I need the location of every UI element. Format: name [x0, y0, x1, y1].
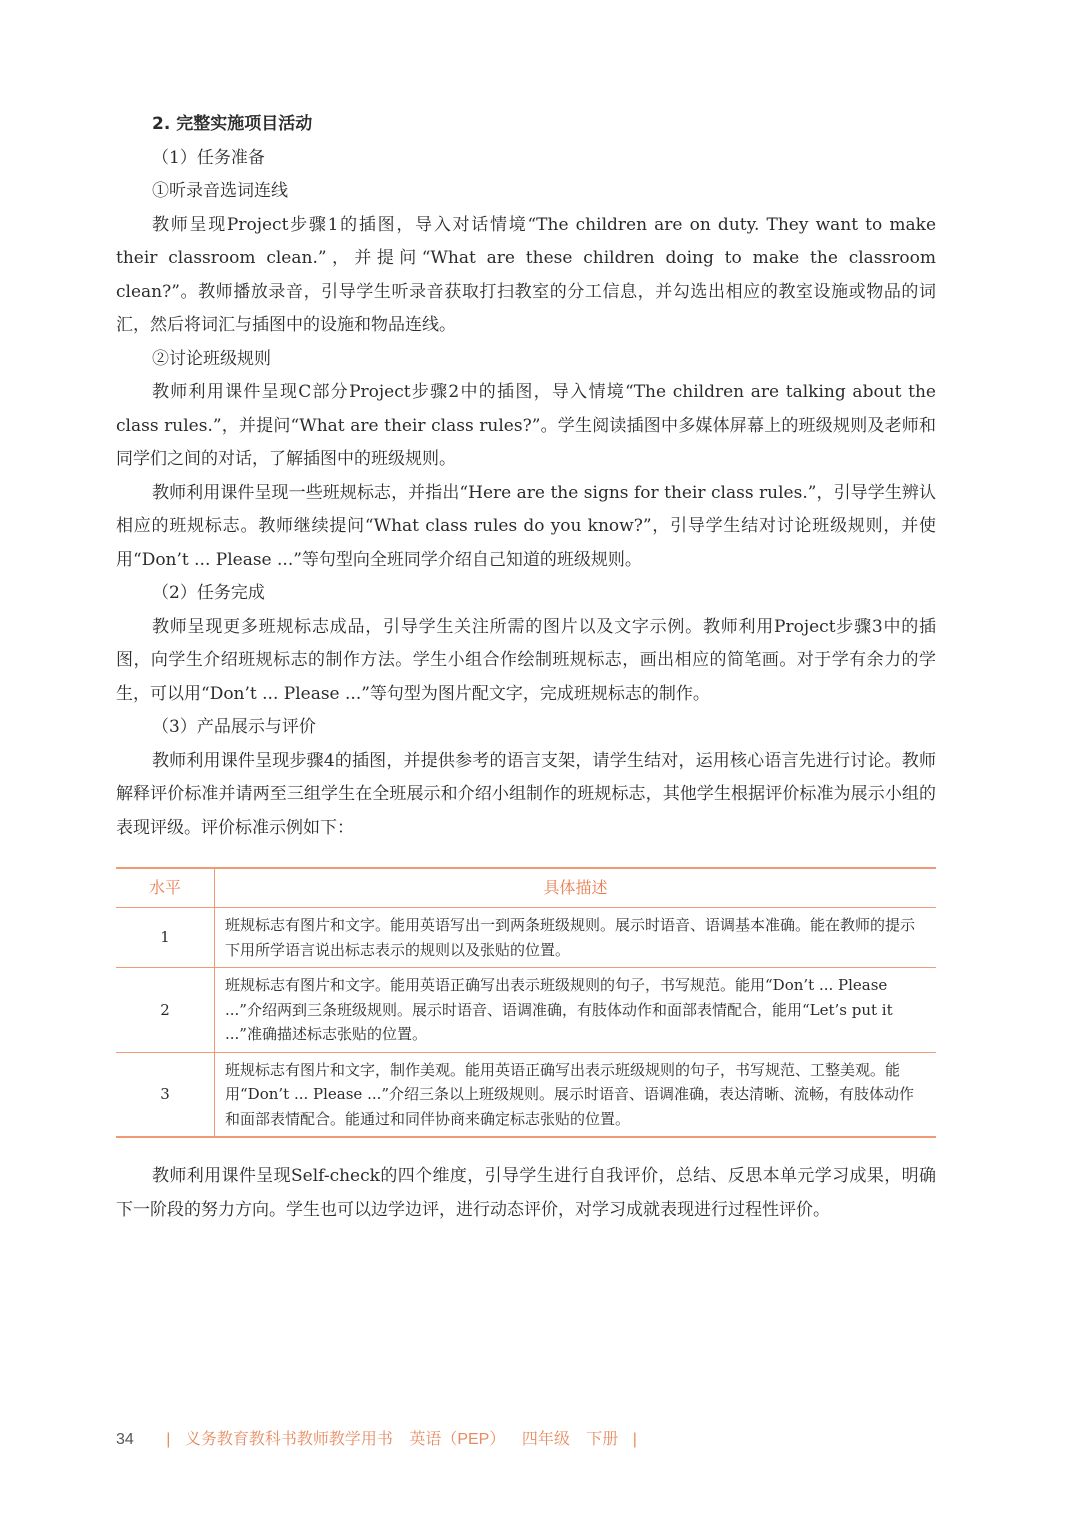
row-level: 2 — [116, 968, 215, 1053]
step3-paragraph: 教师利用课件呈现步骤4的插图，并提供参考的语言支架，请学生结对，运用核心语言先进行讨论。教师解释评价标准并请两至三组学生在全班展示和介绍小组制作的班规标志，其他学生根据评价标准为展示小组的表现评级。评价标准示例如下： — [116, 750, 936, 838]
sub1-paragraph: 教师呈现Project步骤1的插图，导入对话情境“The children are on duty. They want to make their classroom clean.”，并提问“What are these children doing to make the classroom clean?”。教师播放录音，引导学生听录音获取打扫教室的分工信息，并勾选出相应的教室设施或物品的词汇，然后将词汇与插图中的设施和物品连线。 — [116, 214, 936, 335]
page-number: 34 — [116, 1431, 134, 1448]
row-description: 班规标志有图片和文字，制作美观。能用英语正确写出表示班级规则的句子，书写规范、工整美观。能用“Don’t ... Please ...”介绍三条以上班级规则。展示时语音、语调准确，表达清晰、流畅，有肢体动作和面部表情配合。能通过和同伴协商来确定标志张贴的位置。 — [215, 1052, 937, 1137]
table-header-row — [116, 868, 936, 908]
page-footer — [116, 1426, 647, 1449]
row-level: 1 — [116, 908, 215, 968]
step1-title: （1）任务准备 — [152, 147, 265, 168]
sub2-title: ②讨论班级规则 — [152, 348, 271, 369]
book-title: 义务教育教科书教师教学用书 — [184, 1431, 393, 1448]
table-row — [116, 968, 936, 1053]
closing-paragraph: 教师利用课件呈现Self-check的四个维度，引导学生进行自我评价，总结、反思本单元学习成果，明确下一阶段的努力方向。学生也可以边学边评，进行动态评价，对学习成就表现进行过程性评价。 — [116, 1166, 936, 1220]
header-description: 具体描述 — [215, 868, 937, 908]
table-row — [116, 908, 936, 968]
sub2-paragraph-1: 教师利用课件呈现C部分Project步骤2中的插图，导入情境“The children are talking about the class rules.”，并提问“What are their class rules?”。学生阅读插图中多媒体屏幕上的班级规则及老师和同学们之间的对话，了解插图中的班级规则。 — [116, 382, 936, 469]
sub1-title: ①听录音选词连线 — [152, 181, 288, 201]
evaluation-table — [116, 867, 936, 1138]
row-level: 3 — [116, 1052, 215, 1137]
row-description: 班规标志有图片和文字。能用英语正确写出表示班级规则的句子，书写规范。能用“Don’t ... Please ...”介绍两到三条班级规则。展示时语音、语调准确，有肢体动作和面部表情配合，能用“Let’s put it ...”准确描述标志张贴的位置。 — [215, 968, 937, 1053]
step2-title: （2）任务完成 — [152, 583, 265, 603]
divider: | — [166, 1431, 171, 1448]
main-content — [116, 108, 936, 1227]
divider: | — [632, 1431, 637, 1448]
table-row — [116, 1052, 936, 1137]
subject: 英语（PEP） — [409, 1431, 506, 1448]
section-heading: 2. 完整实施项目活动 — [152, 114, 313, 134]
volume: 下册 — [586, 1431, 619, 1448]
step3-title: （3）产品展示与评价 — [152, 717, 316, 737]
sub2-paragraph-2: 教师利用课件呈现一些班规标志，并指出“Here are the signs for their class rules.”，引导学生辨认相应的班规标志。教师继续提问“What class rules do you know?”，引导学生结对讨论班级规则，并使用“Don’t ... Please ...”等句型向全班同学介绍自己知道的班级规则。 — [116, 482, 936, 570]
step2-paragraph: 教师呈现更多班规标志成品，引导学生关注所需的图片以及文字示例。教师利用Project步骤3中的插图，向学生介绍班规标志的制作方法。学生小组合作绘制班规标志，画出相应的简笔画。对于学有余力的学生，可以用“Don’t ... Please ...”等句型为图片配文字，完成班规标志的制作。 — [116, 616, 936, 704]
row-description: 班规标志有图片和文字。能用英语写出一到两条班级规则。展示时语音、语调基本准确。能在教师的提示下用所学语言说出标志表示的规则以及张贴的位置。 — [215, 908, 937, 968]
header-level: 水平 — [116, 868, 215, 908]
grade: 四年级 — [521, 1431, 570, 1448]
